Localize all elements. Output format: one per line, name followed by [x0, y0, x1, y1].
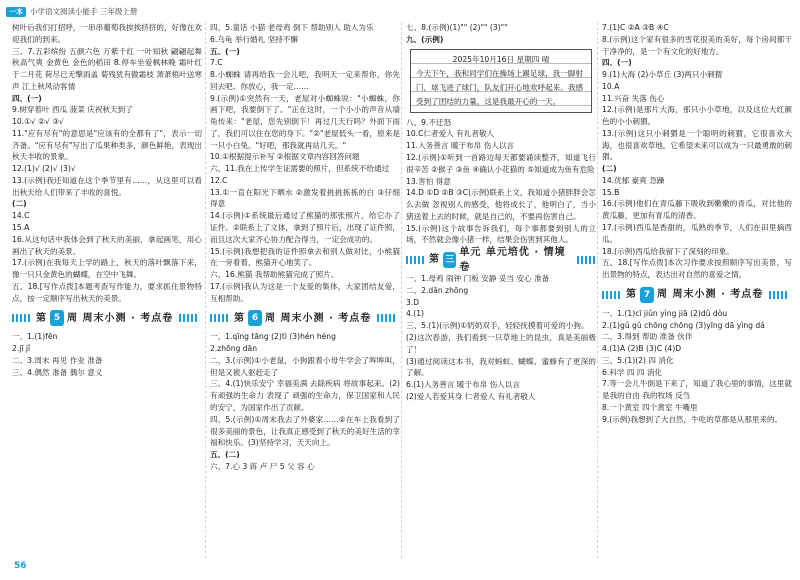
section-heading: 四、(一) [12, 93, 42, 103]
answer-item: 14.D ①D ②B ③C(示例)联系上文，我知道小猪胖胖会怎么去做 忽视别人的感受，他将成长了，他明白了，当小猪送着上去的时候，就是自己的，不要再伤害自己。 [406, 188, 596, 221]
section-heading: 四、(一) [602, 58, 632, 68]
answer-item: 17.(示例)在我每天上学的路上，秋天的落叶飘落下来，像一只只金黄色的蝴蝶，在空中飞舞。 [12, 258, 202, 280]
answer-item: 14.C [12, 211, 30, 221]
answer-item: 3.D [406, 297, 420, 307]
answer-item: 二、3.周末 再见 作业 准备 [12, 355, 103, 365]
page-header [6, 6, 137, 18]
answer-item: 10.①根据提示补写 ②根据文章内容回答问题 [210, 152, 360, 162]
stripe-decoration [769, 291, 789, 299]
answer-item: 9.(示例)我想到了大自然，牛吃的草都是从那里来的。 [602, 414, 783, 424]
answer-item: 五、18.[写作点拨]本题考查写作能力，要求抓住景物特点，按一定顺序写出秋天的美景。 [12, 281, 202, 303]
answer-item: 15.(示例)这个故事告诉我们，每个事都要到别人的立场，不然就会像小猪一样，结果会伤害到其他人。 [406, 223, 596, 245]
brand-logo: 一本 [6, 7, 26, 17]
answer-item: 四、5.(示例)①周末我去了外婆家……②在车上我看到了很多美丽的景色，让我真正感受到了秋天的美好生活的幸福和快乐。(3)坚持学习，天天向上。 [210, 414, 400, 448]
answer-item: 13.①一直在阳光下晒水 ②激发着挑挑拣拣的白 ③仔细 得意 [210, 187, 400, 209]
week-prefix: 第 [626, 289, 637, 301]
answer-item: 13.害怕 得意 [406, 176, 451, 186]
week-banner [210, 309, 400, 327]
answer-item: 6.乌龟 举行婚礼 坚持不懈 [210, 34, 299, 44]
answer-item: 四、5.童话 小猫 老母鸡 倒下 帮助别人 助人为乐 [210, 23, 374, 32]
answer-item: 12.(1)√ (2)√ (3)√ [12, 164, 76, 174]
section-heading: 五、(二) [210, 450, 240, 460]
answer-item: 7.C [210, 58, 223, 68]
column-divider [205, 22, 206, 558]
diary-text: 今天下午，我和同学们在操场上踢足球，我一脚射门，球飞进了球门，队友们开心地欢呼起来。我感受到了团结的力量，这是我最开心的一天。 [416, 68, 584, 106]
answer-item: 11.兴奋 失落 伤心 [602, 93, 665, 103]
answer-item: 三、4.(1)快乐安宁 幸福美满 去除疾病 将故事起来。(2)有顽强的生命力 表现了 顽强的生命力，保卫国家和人民的安宁，为国家作出了贡献。 [210, 379, 400, 412]
answer-item: 13.(示例)我还知道在这个季节里有……，从这里可以看出秋天给人们带来了丰收的喜悦。 [12, 175, 202, 197]
answer-item: 11."应有尽有"的意思是"应该有的全都有了"，表示一切齐备。"应有尽有"写出了瓜果种类多，颜色鲜艳，表现出秋天丰收的景象。 [12, 128, 202, 162]
answer-item: 10.A [602, 81, 620, 91]
stripe-decoration [602, 291, 622, 299]
answer-item: 8.一个黄室 四个黄室 牛嘴里 [602, 402, 698, 412]
answer-item: (2)爱人若爱其身 仁者爱人 有礼者敬人 [406, 391, 536, 401]
week-number: 6 [248, 310, 262, 326]
column-divider [597, 22, 598, 558]
answer-item: 9.树穿着叶 西瓜 菠菜 庆祝秋天到了 [12, 105, 133, 115]
week-title: 周 周末小测 · 考点卷 [265, 312, 372, 324]
answer-item: 14.(示例)①系统最后通过了熊猫的那张照片，给它办了证件。②联系上了文体，拿到了照片后，出现了证件照，而且这次大家齐心协力配合得当，一定会成功的。 [210, 211, 400, 244]
answer-item: 17.(示例)我认为这是一个友爱的集体，大家团结友爱，互相帮助。 [210, 281, 400, 303]
answer-item: 六、16.熊猫 我帮助熊猫完成了照片。 [210, 270, 339, 280]
week-banner [12, 309, 202, 327]
answer-item: 15.(示例)我想把我的证件照拿去和别人做对比，小熊猫在一旁看着，熊猫开心地笑了。 [210, 246, 400, 268]
answer-item: 8.(示例)这个家有很多的雪花很美的美好，每个房间都干干净净的，是一个有文化的好地方。 [602, 34, 792, 56]
week-number: 5 [50, 310, 64, 326]
answer-item: 六、11.我在上传学生证需要的照片，但系统不给通过 [210, 164, 390, 174]
column-divider [401, 22, 402, 558]
answer-item: 10.C仁者爱人 有礼者敬人 [406, 129, 495, 139]
stripe-decoration [406, 256, 425, 264]
answer-item: 16.(示例)他们在青瓜藤下吸收到嫩嫩的青瓜，对比他的黄瓜藤，更加有青瓜的清香。 [602, 199, 792, 221]
answer-item: 二、3.得到 帮助 准备 伙伴 [602, 332, 693, 342]
answer-item: 一、1.(1)fēn [12, 332, 58, 342]
answer-item: 三、5.(1)(2) 四 消化 [602, 355, 674, 365]
answer-item: 二、3.(示例)①小老鼠，小狗跟着小母牛学会了哞哞叫，但是又被人驱赶走了 [210, 355, 400, 377]
answer-item: 6.科学 四 四 消化 [602, 367, 663, 377]
answer-item: 11.入务善言 暖于布帛 伤人以言 [406, 141, 515, 151]
answer-item: 18.(示例)西瓜给我留下了深刻的印象。 [602, 246, 734, 256]
answer-item: 17.(示例)西瓜是香甜的，瓜熟的季节，人们在田里摘西瓜。 [602, 223, 792, 244]
answer-item: 一、1.母鸡 闹钟 门板 安静 妥当 安心 准备 [406, 274, 550, 284]
answer-item: 15.A [12, 223, 30, 233]
answer-item: 12.(示例)是那片大海，那只小小草地，以及这位大红颜色的小小刺猬。 [602, 105, 792, 127]
answer-item: 7.等一会儿牛倒是下来了，知道了我心里的事情，这里就是我的自由 我的牧场 反刍 [602, 379, 792, 401]
column-4 [602, 22, 792, 562]
answer-item: 七、8.(示例)(1)"" (2)"" (3)"" [406, 23, 508, 32]
answer-item: 12.C [210, 175, 228, 185]
answer-item: 六、7.心 3 蒋 卢 尸 5 父 容 心 [210, 461, 315, 471]
answer-item: 9.(1)大海 (2)小草丘 (3)两只小刺猬 [602, 70, 723, 80]
section-heading: 九、(示例) [406, 34, 444, 44]
section-heading: 五、(一) [210, 46, 240, 56]
answer-item: 三、4.偶然 准备 偶尔 意义 [12, 367, 103, 377]
week-prefix: 第 [234, 312, 245, 324]
answer-item: 三、5.(1)(示例)①奶奶双手，轻轻抚摸着可爱的小狗。 [406, 321, 589, 331]
answer-item: 2.zhōng dān [210, 344, 258, 354]
text-line: 三、7.五彩缤纷 五颜六色 万紫千红 一叶知秋 翩翩起舞 秋高气爽 金黄色 金色的稻田 8.停车坐爱枫林晚 霜叶红于二月花 荷尽已无擎雨盖 菊残犹有傲霜枝 萧萧梧叶送寒声 江上秋风动客情 [12, 46, 202, 91]
section-heading: (二) [602, 164, 617, 174]
answer-item: 13.(示例)这只小刺猬是一个聪明的刺猬，它很喜欢大海，也很喜欢草地，它希望未来可以成为一只最勇敢的刺猬。 [602, 128, 792, 162]
column-1 [12, 22, 202, 562]
page-number: 56 [14, 561, 27, 572]
stripe-decoration [12, 314, 32, 322]
week-title: 周 周末小测 · 考点卷 [657, 289, 764, 301]
answer-item: 八、9.不迁怒 [406, 117, 452, 127]
stripe-decoration [210, 314, 230, 322]
answer-item: 6.(1)入务善言 暖于布帛 伤人以言 [406, 380, 520, 390]
stripe-decoration [179, 314, 199, 322]
week-title: 周 周末小测 · 考点卷 [67, 312, 174, 324]
answer-item: 15.B [602, 187, 620, 197]
unit-banner [406, 246, 596, 274]
answer-item: 一、1.qīng tāng (2)tì (3)hén héng [210, 332, 336, 342]
answer-item: 一、1.(1)cī jiǔn yìng jiā (2)dǔ dòu [602, 308, 728, 318]
unit-prefix: 第 [429, 254, 441, 266]
header-title: 小学语文阅读小能手 三年级上册 [30, 7, 138, 17]
answer-item: 8.小蜘蛛 请再给我一会儿吧，我明天一定来帮你，你先回去吧。你放心，我一定…… [210, 70, 400, 91]
answer-item: 14.优郁 豪爽 急躁 [602, 175, 665, 185]
answer-item: 9.(示例)①突然有一天，老屋对小蜘蛛说："小蜘蛛，你画下吧，我要倒下了。"正在这时，一个小小的声音从墙角传来："老屋，您先别倒下！再过几天行吗？外面下雨了，我们可以住在您的身下。"②"老屋低头一看，原来是一只小白兔。"好吧，那我就再站几天。" [210, 93, 400, 150]
column-2 [210, 22, 400, 562]
stripe-decoration [377, 314, 397, 322]
answer-item: (2)这次春游，我们看到一只草地上的昆虫，真是美丽极了！ [406, 332, 596, 354]
answer-item: 7.(1)C ②A ③B ④C [602, 23, 669, 32]
week-number: 7 [640, 287, 654, 303]
week-banner [602, 286, 792, 304]
section-heading: (二) [12, 199, 27, 209]
answer-item: 16.从这句话中我体会到了秋天的美丽，拿起画笔，用心画出了秋天的美景。 [12, 234, 202, 256]
answer-item: 二、2.dān zhōng [406, 285, 469, 295]
answer-item: 五、18.[写作点拨]本次习作要求按照顺序写出美景，写出景物的特点，表达出对自然的喜爱之情。 [602, 258, 792, 280]
diary-date: 2025年10月16日 星期四 晴 [452, 54, 550, 64]
answer-item: 4.(1)A (2)B (3)C (4)D [602, 344, 682, 354]
text-line: 树叶后我们打招呼，一串串葡萄我挨挨挤挤的，好像在欢迎我们的到来。 [12, 23, 202, 44]
answer-item: 2.jī jǐ [12, 344, 31, 354]
column-3 [406, 22, 596, 562]
answer-item: 12.(示例)①听到一首路边每天都要诵读整齐，知道飞行很辛苦 ②猴子 ③鱼 ④确认小花猫的 ⑤知道成为鱼有危险 [406, 153, 596, 174]
answer-item: 4.(1) [406, 309, 425, 319]
stripe-decoration [577, 256, 596, 264]
answer-item: (3)通过阅读这本书，我对蚂蚁、蝴蝶、蜜蜂有了更深的了解。 [406, 356, 596, 378]
week-prefix: 第 [36, 312, 47, 324]
unit-number: 三 [443, 252, 456, 268]
answer-item: 2.(1)gǔ gǔ chōng chōng (3)yīng dā yìng dá [602, 320, 765, 330]
unit-title: 单元 单元培优 · 情境卷 [459, 246, 566, 274]
answer-item: 10.①√ ②√ ③√ [12, 117, 64, 127]
diary-box [410, 49, 592, 113]
